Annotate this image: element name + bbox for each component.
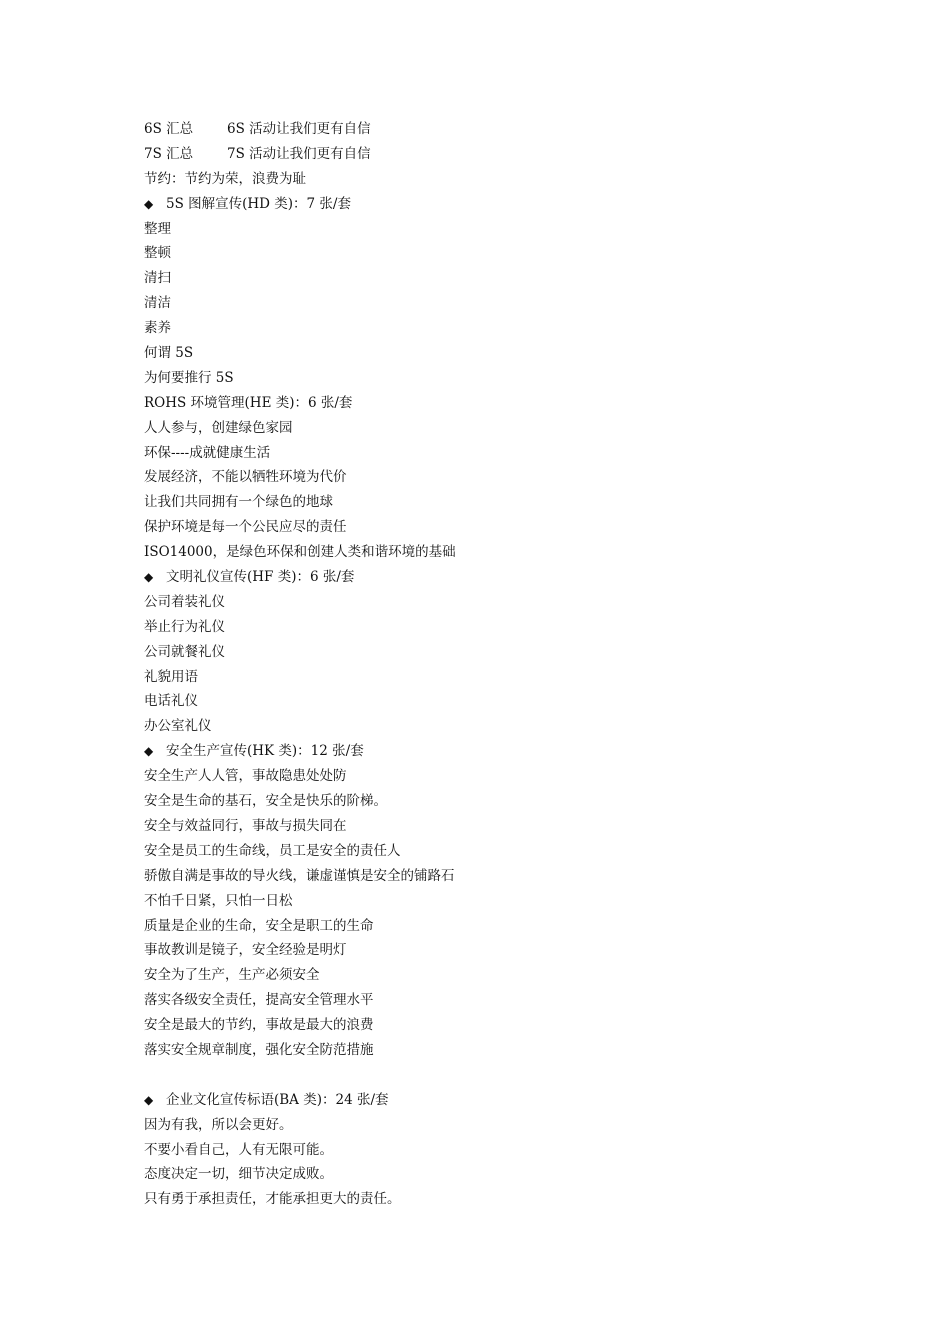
- text-line: [144, 465, 904, 490]
- text-line: [144, 814, 904, 839]
- line-text: 安全生产宣传(HK 类)：12 张/套: [166, 743, 364, 760]
- text-line: [144, 889, 904, 914]
- text-line: [144, 764, 904, 789]
- line-text: 清洁: [144, 295, 171, 312]
- text-line: [144, 441, 904, 466]
- line-text: 落实安全规章制度，强化安全防范措施: [144, 1041, 374, 1058]
- text-line: [144, 1138, 904, 1163]
- line-text: 人人参与，创建绿色家园: [144, 419, 293, 436]
- line-text: 企业文化宣传标语(BA 类)：24 张/套: [166, 1091, 389, 1108]
- line-text: 举止行为礼仪: [144, 618, 225, 635]
- header-row-label: 6S 汇总: [144, 121, 194, 137]
- text-line: [144, 391, 904, 416]
- header-row: [144, 142, 904, 167]
- section-heading: [144, 739, 904, 764]
- header-row: [144, 117, 904, 142]
- text-line: [144, 341, 904, 366]
- line-text: 让我们共同拥有一个绿色的地球: [144, 494, 333, 511]
- header-row-label: 7S 汇总: [144, 145, 194, 162]
- line-text: 何谓 5S: [144, 345, 194, 362]
- line-text: 安全是生命的基石，安全是快乐的阶梯。: [144, 793, 387, 810]
- text-line: [144, 988, 904, 1013]
- text-line: [144, 515, 904, 540]
- text-line: [144, 714, 904, 739]
- header-row-text: 7S 活动让我们更有自信: [227, 145, 371, 162]
- line-text: 文明礼仪宣传(HF 类)：6 张/套: [166, 569, 355, 586]
- line-text: 公司就餐礼仪: [144, 643, 225, 660]
- text-line: [144, 1013, 904, 1038]
- line-text: 整理: [144, 220, 171, 237]
- line-text: ROHS 环境管理(HE 类)：6 张/套: [144, 394, 353, 411]
- text-line: [144, 167, 904, 192]
- text-line: [144, 316, 904, 341]
- text-line: [144, 963, 904, 988]
- line-text: 整顿: [144, 245, 171, 262]
- text-line: [144, 1038, 904, 1063]
- line-text: 安全生产人人管，事故隐患处处防: [144, 768, 347, 785]
- document-page: [144, 117, 904, 1212]
- blank-line: [144, 1063, 904, 1088]
- line-text: 落实各级安全责任，提高安全管理水平: [144, 992, 374, 1009]
- text-line: [144, 839, 904, 864]
- line-text: 态度决定一切，细节决定成败。: [144, 1166, 333, 1183]
- line-text: ISO14000，是绿色环保和创建人类和谐环境的基础: [144, 544, 456, 561]
- line-text: 电话礼仪: [144, 693, 198, 710]
- line-text: 不怕千日紧，只怕一日松: [144, 892, 293, 909]
- header-row-text: 6S 活动让我们更有自信: [227, 121, 371, 137]
- line-text: 发展经济，不能以牺牲环境为代价: [144, 469, 347, 486]
- line-text: 保护环境是每一个公民应尽的责任: [144, 519, 347, 536]
- line-text: 礼貌用语: [144, 668, 198, 685]
- text-line: [144, 1187, 904, 1212]
- text-line: [144, 1162, 904, 1187]
- text-line: [144, 266, 904, 291]
- diamond-bullet-icon: ◆: [144, 744, 154, 759]
- text-line: [144, 291, 904, 316]
- line-text: 公司着装礼仪: [144, 593, 225, 610]
- text-line: [144, 640, 904, 665]
- line-text: 5S 图解宣传(HD 类)：7 张/套: [166, 195, 351, 212]
- line-text: 不要小看自己，人有无限可能。: [144, 1141, 333, 1158]
- section-heading: [144, 565, 904, 590]
- text-line: [144, 241, 904, 266]
- text-line: [144, 864, 904, 889]
- line-text: 安全与效益同行，事故与损失同在: [144, 817, 347, 834]
- line-text: 安全是最大的节约，事故是最大的浪费: [144, 1017, 374, 1034]
- text-line: [144, 914, 904, 939]
- text-line: [144, 789, 904, 814]
- text-line: [144, 366, 904, 391]
- diamond-bullet-icon: ◆: [144, 196, 154, 211]
- line-text: 环保----成就健康生活: [144, 444, 271, 461]
- line-text: 事故教训是镜子，安全经验是明灯: [144, 942, 347, 959]
- line-text: 为何要推行 5S: [144, 369, 234, 386]
- line-text: 因为有我，所以会更好。: [144, 1116, 293, 1133]
- section-heading: [144, 192, 904, 217]
- diamond-bullet-icon: ◆: [144, 1092, 154, 1107]
- text-line: [144, 689, 904, 714]
- line-text: 安全为了生产，生产必须安全: [144, 967, 320, 984]
- text-line: [144, 665, 904, 690]
- line-text: 办公室礼仪: [144, 718, 212, 735]
- section-heading: [144, 1088, 904, 1113]
- line-text: 质量是企业的生命，安全是职工的生命: [144, 917, 374, 934]
- line-text: 节约：节约为荣，浪费为耻: [144, 170, 306, 187]
- line-text: 骄傲自满是事故的导火线，谦虚谨慎是安全的铺路石: [144, 867, 455, 884]
- text-line: [144, 938, 904, 963]
- line-text: 素养: [144, 320, 171, 337]
- text-line: [144, 490, 904, 515]
- line-text: 安全是员工的生命线，员工是安全的责任人: [144, 842, 401, 859]
- line-text: 清扫: [144, 270, 171, 287]
- line-text: 只有勇于承担责任，才能承担更大的责任。: [144, 1191, 401, 1208]
- text-line: [144, 615, 904, 640]
- text-line: [144, 217, 904, 242]
- text-line: [144, 1113, 904, 1138]
- text-line: [144, 416, 904, 441]
- text-line: [144, 540, 904, 565]
- diamond-bullet-icon: ◆: [144, 570, 154, 585]
- text-line: [144, 590, 904, 615]
